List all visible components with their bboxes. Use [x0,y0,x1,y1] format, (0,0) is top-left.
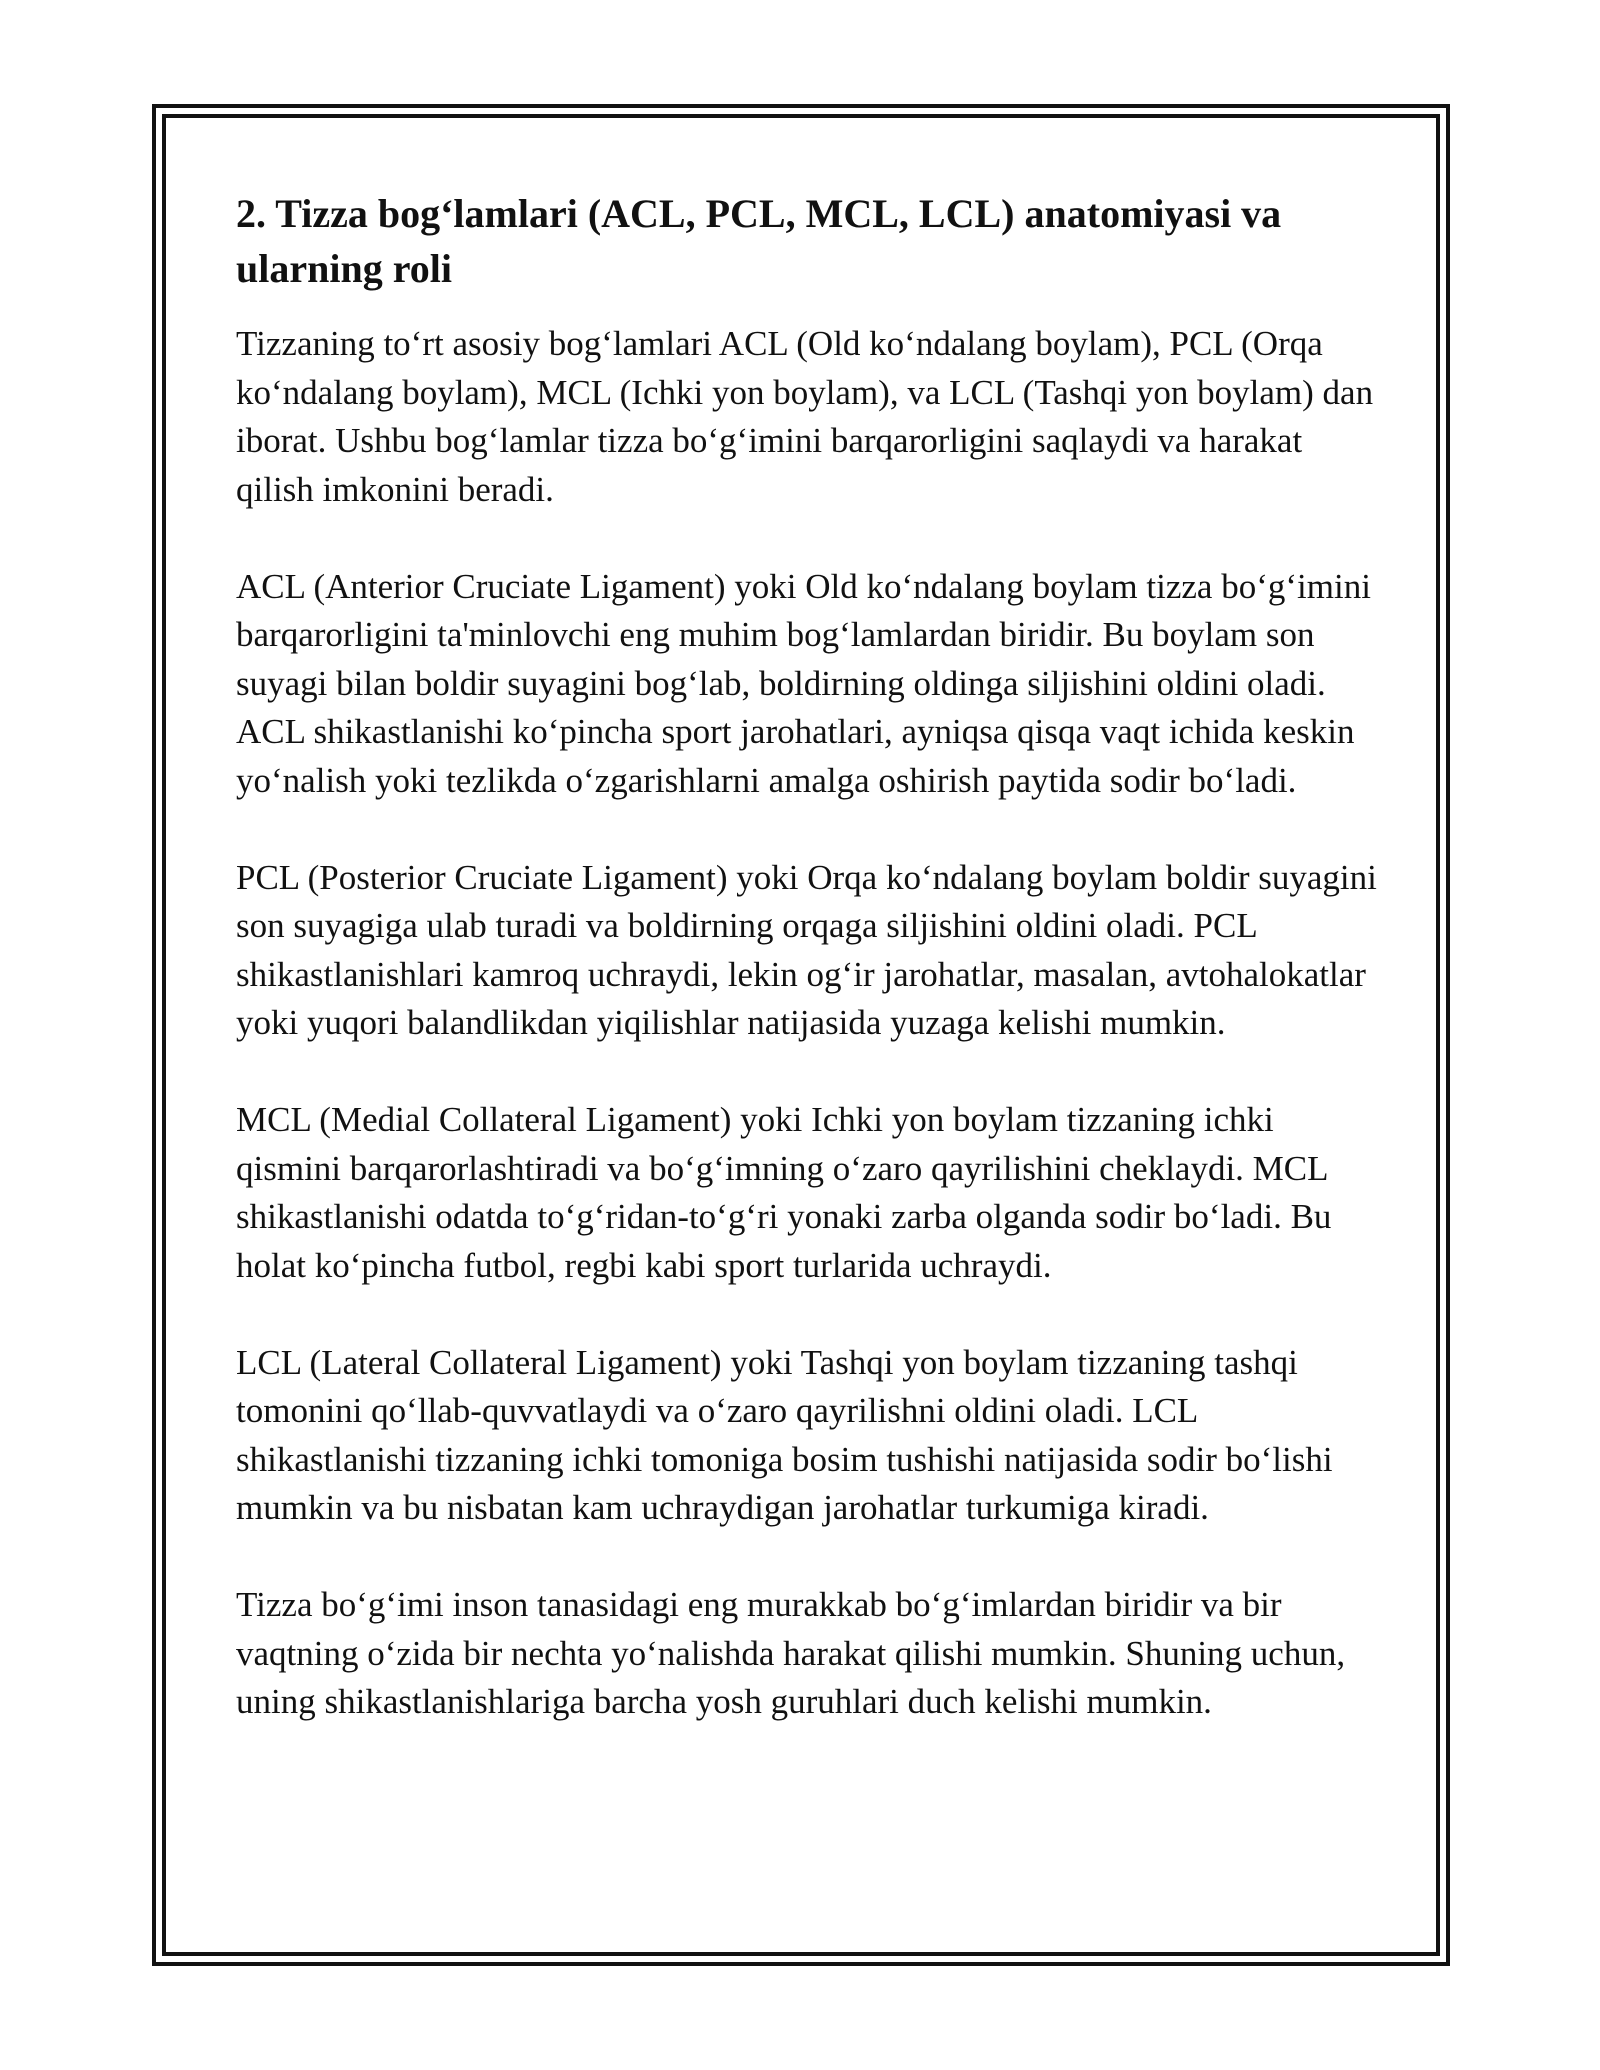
paragraph-acl: ACL (Anterior Cruciate Ligament) yoki Old ko‘ndalang boylam tizza bo‘g‘imini barqarorligini ta'minlovchi eng muhim bog‘lamlardan biridir. Bu boylam son suyagi bilan boldir suyagini bog‘lab, boldirning oldinga siljishini oldini oladi. ACL shikastlanishi ko‘pincha sport jarohatlari, ayniqsa qisqa vaqt ichida keskin yo‘nalish yoki tezlikda o‘zgarishlarni amalga oshirish paytida sodir bo‘ladi. [236,566,1371,800]
document-body [236,186,1386,1727]
paragraph-intro: Tizzaning to‘rt asosiy bog‘lamlari ACL (Old ko‘ndalang boylam), PCL (Orqa ko‘ndalang boylam), MCL (Ichki yon boylam), va LCL (Tashqi yon boylam) dan iborat. Ushbu bog‘lamlar tizza bo‘g‘imini barqarorligini saqlaydi va harakat qilish imkonini beradi. [236,324,1374,509]
paragraph-pcl: PCL (Posterior Cruciate Ligament) yoki Orqa ko‘ndalang boylam boldir suyagini son suyagiga ulab turadi va boldirning orqaga siljishini oldini oladi. PCL shikastlanishlari kamroq uchraydi, lekin og‘ir jarohatlar, masalan, avtohalokatlar yoki yuqori balandlikdan yiqilishlar natijasida yuzaga kelishi mumkin. [236,857,1377,1042]
section-heading: 2. Tizza bog‘lamlari (ACL, PCL, MCL, LCL) anatomiyasi va ularning roli [236,191,1282,291]
paragraph-lcl: LCL (Lateral Collateral Ligament) yoki Tashqi yon boylam tizzaning tashqi tomonini qo‘llab-quvvatlaydi va o‘zaro qayrilishni oldini oladi. LCL shikastlanishi tizzaning ichki tomoniga bosim tushishi natijasida sodir bo‘lishi mumkin va bu nisbatan kam uchraydigan jarohatlar turkumiga kiradi. [236,1342,1333,1527]
paragraph-mcl: MCL (Medial Collateral Ligament) yoki Ichki yon boylam tizzaning ichki qismini barqarorlashtiradi va bo‘g‘imning o‘zaro qayrilishini cheklaydi. MCL shikastlanishi odatda to‘g‘ridan-to‘g‘ri yonaki zarba olganda sodir bo‘ladi. Bu holat ko‘pincha futbol, regbi kabi sport turlarida uchraydi. [236,1100,1332,1285]
paragraph-conclusion: Tizza bo‘g‘imi inson tanasidagi eng murakkab bo‘g‘imlardan biridir va bir vaqtning o‘zida bir nechta yo‘nalishda harakat qilishi mumkin. Shuning uchun, uning shikastlanishlariga barcha yosh guruhlari duch kelishi mumkin. [236,1585,1346,1721]
